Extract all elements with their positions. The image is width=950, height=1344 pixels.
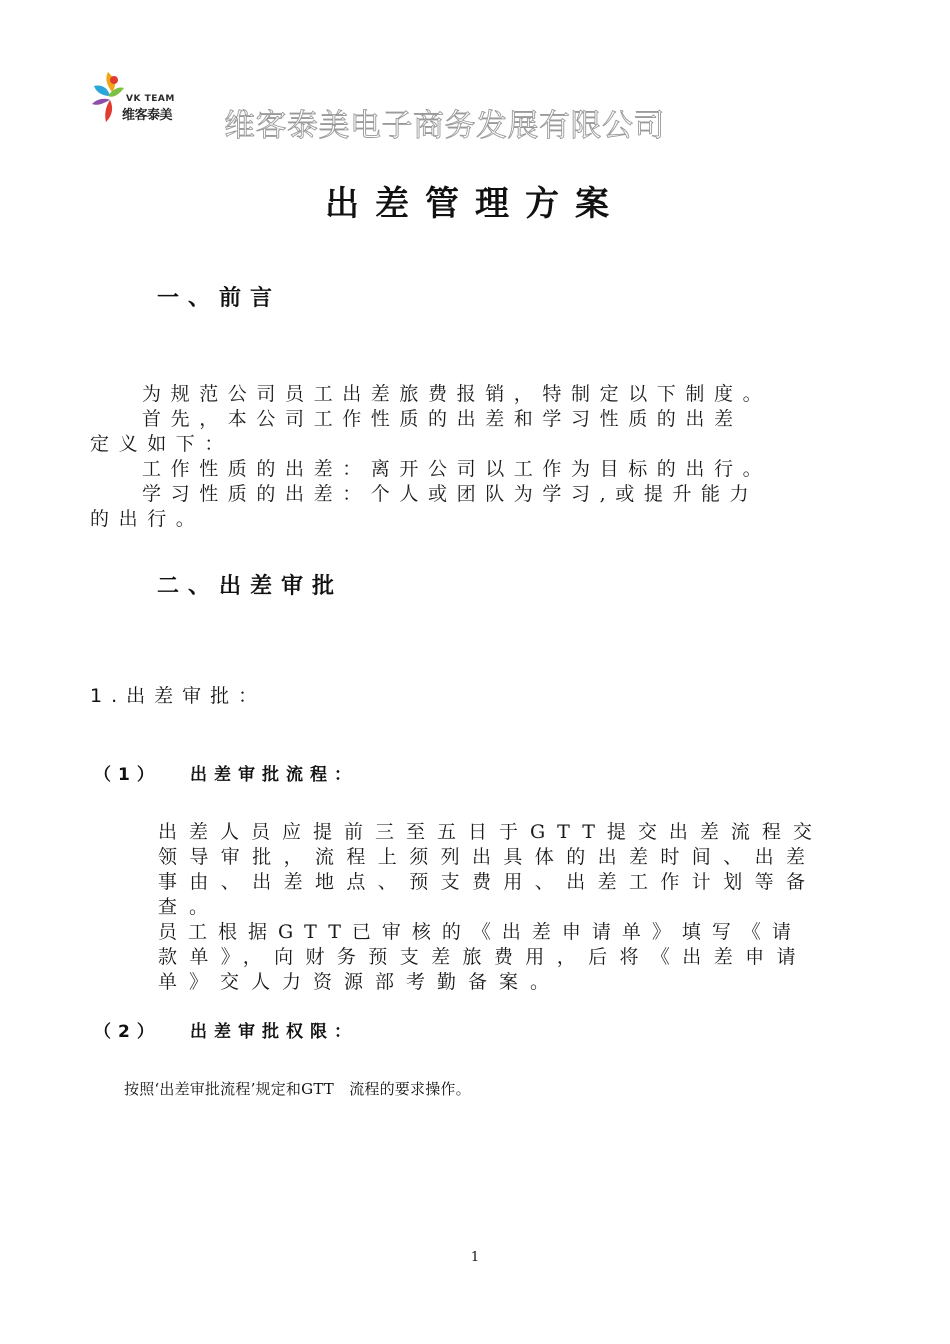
paragraph-line: 的出行。 <box>90 508 205 530</box>
paragraph-line: 领导审批，流程上须列出具体的出差时间、出差 <box>158 846 818 868</box>
paragraph-line: 出差人员应提前三至五日于GTT提交出差流程交 <box>158 821 824 843</box>
paragraph-line: 学习性质的出差：个人或团队为学习,或提升能力 <box>142 483 759 505</box>
item-number: （2） <box>94 1022 161 1042</box>
paragraph-line: 定义如下： <box>90 433 234 455</box>
logo-chinese-text: 维客泰美 <box>122 108 173 123</box>
item-number: （1） <box>94 765 161 785</box>
page-number: 1 <box>470 1250 480 1265</box>
company-logo <box>88 70 188 130</box>
item-heading: 出差审批流程： <box>190 765 358 785</box>
paragraph-line: 工作性质的出差：离开公司以工作为目标的出行。 <box>142 458 772 480</box>
paragraph-line: 单》交人力资源部考勤备案。 <box>158 971 562 993</box>
paragraph-line: 首先，本公司工作性质的出差和学习性质的出差 <box>142 408 743 430</box>
section-heading-preface: 一、前言 <box>157 286 282 311</box>
company-name: 维客泰美电子商务发展有限公司 <box>224 108 665 144</box>
paragraph-line: 为规范公司员工出差旅费报销，特制定以下制度。 <box>142 383 772 405</box>
subsection-heading: 1.出差审批： <box>90 685 267 707</box>
paragraph-line: 查。 <box>158 896 221 918</box>
item-heading: 出差审批权限： <box>190 1022 358 1042</box>
document-title: 出差管理方案 <box>325 184 625 224</box>
paragraph-line: 事由、出差地点、预支费用、出差工作计划等备 <box>158 871 818 893</box>
section-heading-approval: 二、出差审批 <box>157 574 344 599</box>
plain-text-line: 按照‘出差审批流程’规定和GTT 流程的要求操作。 <box>124 1080 471 1098</box>
logo-english-text: VK TEAM <box>126 94 175 104</box>
paragraph-line: 员工根据GTT已审核的《出差申请单》填写《请 <box>158 921 802 943</box>
paragraph-line: 款单》，向财务预支差旅费用，后将《出差申请 <box>158 946 808 968</box>
